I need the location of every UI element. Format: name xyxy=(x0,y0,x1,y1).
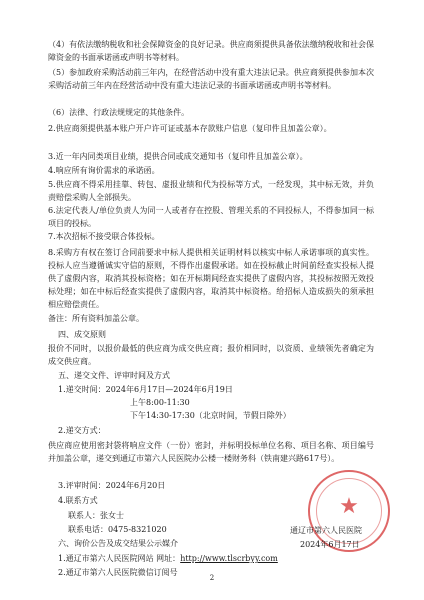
media-website xyxy=(58,552,278,565)
contact-phone: 联系电话：0475-8321020 xyxy=(68,525,167,534)
signoff-date: 2024年6月17日 xyxy=(300,540,360,549)
review-time: 3.评审时间：2024年6月20日 xyxy=(58,481,166,490)
requirement-no-consortium: 7.本次招标不接受联合体投标。 xyxy=(48,232,160,241)
submission-time: 1.递交时间：2024年6月17日—2024年6月19日 xyxy=(58,385,233,394)
requirement-no-subcontract: 5.供应商不得采用挂靠、转包、虚报业绩和代为投标等方式，一经发现，其中标无效，并负责赔偿采购人全部损失。 xyxy=(48,180,374,203)
submission-time-morning: 上午8:00-11:30 xyxy=(130,398,190,407)
seal-star-icon: ★ xyxy=(339,494,359,519)
media-wechat: 2.通辽市第六人民医院微信订阅号 xyxy=(58,568,178,577)
requirement-verification: 8.采购方有权在签订合同前要求中标人提供相关证明材料以核实中标人承诺事项的真实性。投标人应当遵循诚实守信的原则，不得作出虚假承诺。如在投标截止时间前经查实投标人提供了虚假内容，取消其投标资格；如在开标期间经查实提供了虚假内容，其投标按照无效投标处理；如在中标后经查实提供了虚假内容，取消其中标资格。给招标人造成损失的须承担相应赔偿责任。 xyxy=(48,248,374,310)
paragraph-other-conditions: （6）法律、行政法规规定的其他条件。 xyxy=(48,108,190,117)
paragraph-no-violation: （5）参加政府采购活动前三年内，在经营活动中没有重大违法记录。供应商须提供参加本次采购活动前三年内在经营活动中没有重大违法记录的书面承诺函或声明书等材料。 xyxy=(48,68,374,91)
page-number: 2 xyxy=(209,574,215,582)
note-stamp-required: 备注：所有资料加盖公章。 xyxy=(48,314,144,323)
contact-heading: 4.联系方式 xyxy=(58,496,98,505)
section-award-principle-title: 四、成交原则 xyxy=(58,330,106,339)
requirement-performance: 3.近一年内同类项目业绩，提供合同或成交通知书（复印件且加盖公章）。 xyxy=(48,152,308,161)
website-link[interactable]: http://www.tlscrbyy.com xyxy=(180,554,278,563)
requirement-same-person: 6.法定代表人/单位负责人为同一人或者存在控股、管理关系的不同投标人，不得参加同一标项目的投标。 xyxy=(48,206,374,229)
section-submission-title: 五、递交文件、评审时间及方式 xyxy=(58,371,170,380)
media-website-label: 1.通辽市第六人民医院网站 网址： xyxy=(58,554,181,563)
section-media-title: 六、询价公告及成交结果公示媒介 xyxy=(58,539,178,548)
requirement-bank-account: 2.供应商须提供基本账户开户许可证或基本存款账户信息（复印件且加盖公章）。 xyxy=(48,124,332,133)
paragraph-tax-record: （4）有依法缴纳税收和社会保障资金的良好记录。供应商须提供具备依法缴纳税收和社会保障资金的书面承诺函或声明书等材料。 xyxy=(48,40,374,63)
submission-method-label: 2.递交方式： xyxy=(58,426,106,435)
requirement-commitment-letter: 4.响应所有询价需求的承诺函。 xyxy=(48,166,160,175)
submission-method-body: 供应商应使用密封袋将响应文件（一份）密封，并标明投标单位名称、项目名称、项目编号并加盖公章，递交到通辽市第六人民医院办公楼一楼财务科（铁南建兴路617号）。 xyxy=(48,441,374,464)
section-award-principle-body: 报价不同时，以报价最低的供应商为成交供应商；报价相同时，以资质、业绩领先者确定为成交供应商。 xyxy=(48,344,374,367)
submission-time-afternoon: 下午14:30-17:30（北京时间，节假日除外） xyxy=(130,411,291,420)
contact-person: 联系人：张女士 xyxy=(68,511,124,520)
signoff-organization: 通辽市第六人民医院 xyxy=(290,526,362,535)
